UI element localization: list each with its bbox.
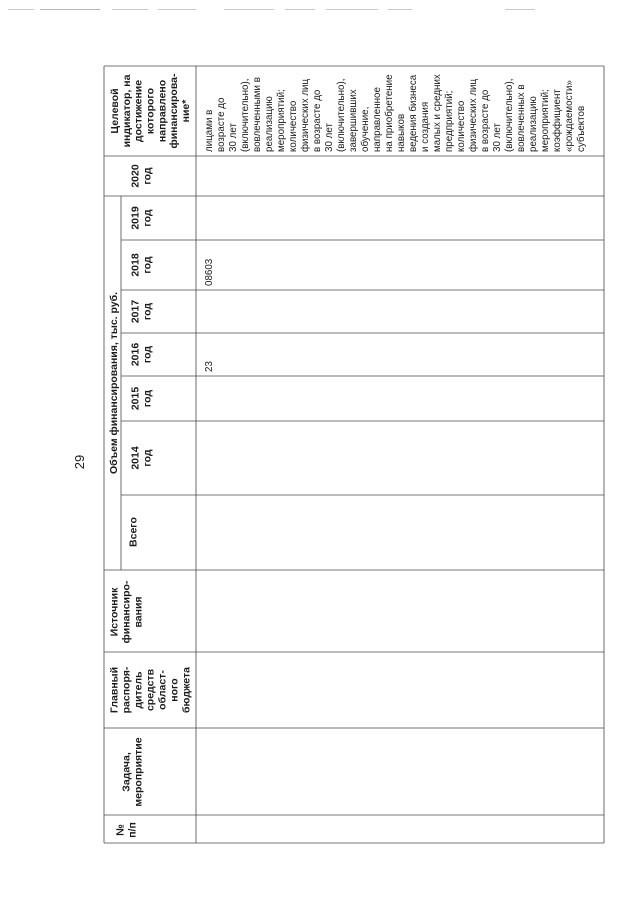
header-year-2019-line: год [141, 209, 154, 227]
target-indicator-text [204, 74, 587, 152]
header-target-line: индикатор, на [120, 74, 133, 148]
target-indicator-line: в возрасте до [312, 89, 323, 152]
target-indicator-line: 30 лет [228, 123, 239, 152]
header-year-2017 [130, 300, 154, 324]
target-indicator-line: реализацию [528, 96, 539, 152]
header-number-line: № [114, 824, 127, 836]
target-indicator-line: мероприятий; [276, 89, 287, 152]
header-manager-line: распоря- [120, 666, 133, 714]
header-task [121, 737, 145, 806]
header-number [115, 822, 139, 838]
header-year-2016-line: 2016 [129, 342, 142, 367]
target-indicator-line: физических лиц [300, 78, 311, 152]
target-indicator-line: в возрасте до [480, 89, 491, 152]
header-task-line: Задача, [120, 752, 133, 792]
target-indicator-line: коэффициент [552, 89, 563, 152]
header-manager-line: област- [156, 670, 169, 710]
header-year-2014 [130, 446, 154, 470]
header-year-2015 [130, 387, 154, 411]
header-year-2020-line: 2020 [129, 164, 142, 188]
year-value-text: 23 [204, 361, 215, 372]
header-task-line: мероприятие [132, 737, 145, 807]
target-indicator-line: количество [288, 100, 299, 152]
header-year-2016-line: год [141, 345, 154, 364]
target-indicator-line: на приобретение [384, 74, 395, 152]
header-target-line: финансирова- [168, 73, 181, 149]
header-source-line: финансиро- [120, 580, 133, 644]
header-number-line: п/п [126, 822, 139, 838]
header-year-2020 [130, 164, 154, 188]
header-manager-line: бюджета [180, 667, 193, 713]
target-indicator-line: количество [456, 100, 467, 152]
header-manager-line: средств [144, 668, 157, 712]
target-indicator-line: лицами в [204, 109, 215, 152]
target-indicator-line: физических лиц [468, 78, 479, 152]
header-total [128, 517, 140, 547]
header-year-2020-line: год [141, 167, 154, 185]
target-indicator-line: вовлеченных в [516, 84, 527, 152]
target-indicator-line: (включительно), [504, 78, 515, 152]
year-value-2018 [204, 258, 215, 286]
header-target-line: которого [144, 87, 157, 135]
year-value-2016 [204, 361, 215, 372]
header-year-2018-line: 2018 [129, 253, 142, 277]
header-target-line: Целевой [109, 88, 122, 134]
header-year-2014-line: год [141, 449, 154, 467]
header-year-2017-line: 2017 [129, 299, 142, 324]
header-year-2015-line: год [141, 389, 154, 408]
target-indicator-line: субъектов [576, 105, 587, 152]
header-volume-title [108, 292, 120, 474]
target-indicator-line: ведения бизнеса [408, 74, 419, 152]
target-indicator-line: мероприятий; [540, 89, 551, 152]
target-indicator-line: направленное [372, 87, 383, 152]
header-year-2018 [130, 253, 154, 277]
header-source-line: Источник [108, 587, 121, 637]
header-target-line: направлено [156, 79, 169, 143]
header-year-2019 [130, 206, 154, 230]
target-indicator-line: 30 лет [492, 123, 503, 152]
target-indicator-line: (включительно), [240, 78, 251, 152]
header-year-2018-line: год [141, 256, 154, 274]
header-manager-line: Главный [108, 666, 121, 714]
target-indicator-line: (включительно), [336, 78, 347, 152]
header-manager [109, 666, 193, 713]
header-source [109, 580, 145, 643]
header-year-2016 [130, 343, 154, 367]
header-year-2019-line: 2019 [129, 206, 142, 230]
target-indicator-line: малых и средних [432, 74, 443, 152]
target-indicator-line: реализацию [264, 96, 275, 152]
target-indicator-line: и создания [420, 101, 431, 152]
target-indicator-line: возрасте до [216, 97, 227, 152]
year-value-text: 08603 [204, 258, 215, 286]
header-manager-line: дитель [132, 671, 145, 709]
header-source-line: вания [132, 596, 145, 628]
header-target [109, 73, 192, 148]
header-target-line: достижение [132, 79, 145, 143]
target-indicator-line: обучение, [360, 106, 371, 152]
target-indicator-line: вовлеченными в [252, 77, 263, 152]
volume-title-text: Объем финансирования, тыс. руб. [108, 291, 120, 475]
header-manager-line: ного [168, 678, 181, 702]
target-indicator-line: завершивших [348, 89, 359, 152]
page-number-text: 29 [72, 454, 87, 470]
target-indicator-line: навыков [396, 113, 407, 152]
target-indicator-line: «рождаемости» [564, 80, 575, 152]
header-year-2017-line: год [141, 302, 154, 321]
header-total-line: Всего [127, 517, 140, 547]
header-year-2014-line: 2014 [129, 446, 142, 470]
target-indicator-line: предприятий; [444, 90, 455, 152]
target-indicator-line: 30 лет [324, 123, 335, 152]
header-target-line: ние* [179, 99, 192, 123]
header-year-2015-line: 2015 [129, 386, 142, 411]
